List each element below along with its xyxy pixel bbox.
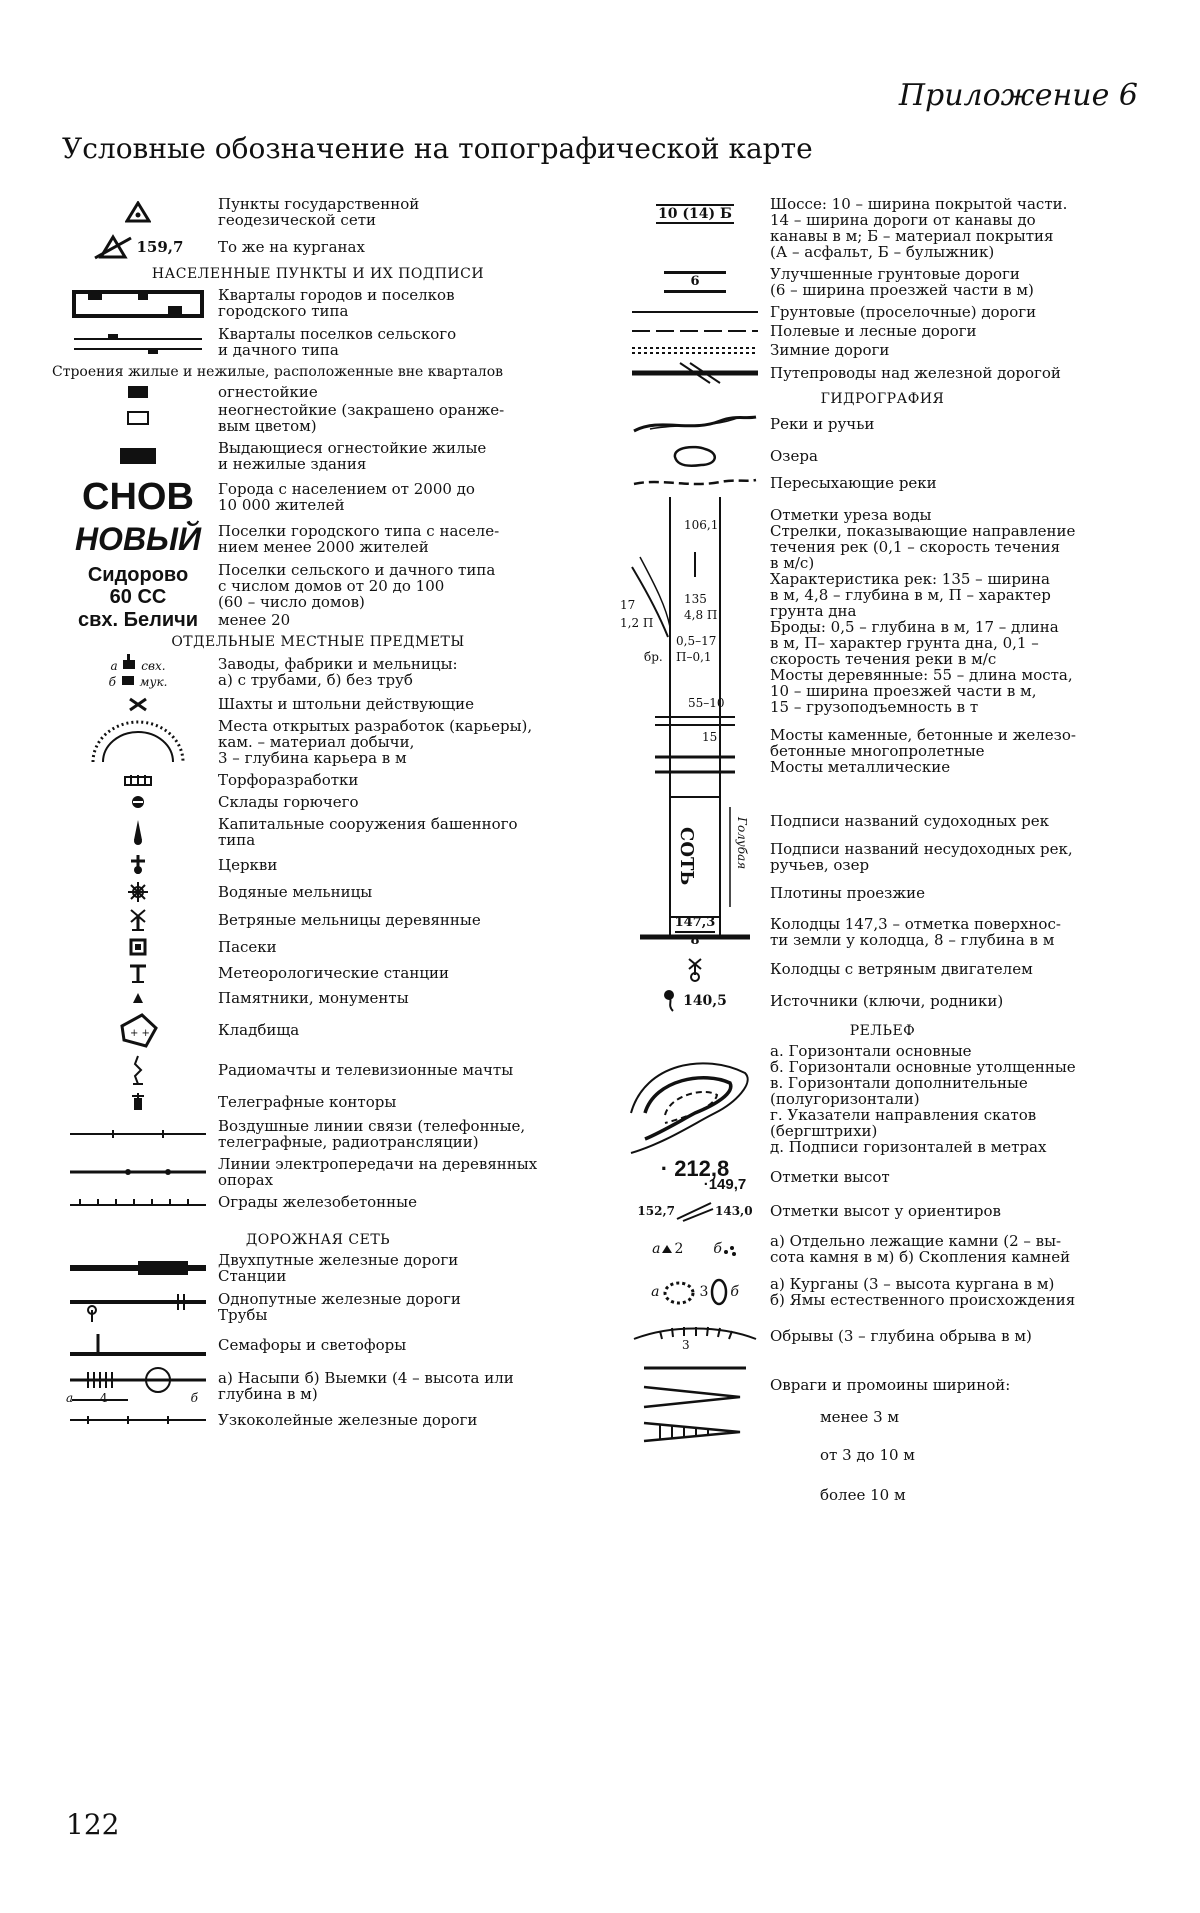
cemetery-icon <box>58 1012 218 1048</box>
legend-row <box>58 882 578 902</box>
page-number: 122 <box>66 1808 120 1841</box>
section-heading: ОТДЕЛЬНЫЕ МЕСТНЫЕ ПРЕДМЕТЫ <box>171 634 465 650</box>
legend-row <box>58 1194 578 1210</box>
legend-label: Источники (ключи, родники) <box>770 992 1004 1010</box>
legend-row <box>58 478 578 516</box>
legend-label: Водяные мельницы <box>218 883 373 901</box>
legend-row <box>58 1412 578 1428</box>
stones-icon <box>620 1241 770 1257</box>
legend-label: Грунтовые (проселочные) дороги <box>770 303 1037 321</box>
triangle-icon <box>58 201 218 223</box>
legend-label: Кладбища <box>218 1021 300 1039</box>
legend-row <box>58 908 578 932</box>
legend-label: Мосты металлические <box>770 758 951 776</box>
hydro-value: 15 <box>702 730 718 744</box>
legend-label: Подписи названий судоходных рек <box>770 812 1050 830</box>
legend-label: Мосты деревянные: 55 – длина моста, 10 – ширина проезжей части в м, 15 – грузоподъемность в т <box>770 666 1073 716</box>
church-icon <box>58 854 218 876</box>
embank-label-b: б <box>190 1391 198 1405</box>
legend-label: менее 20 <box>218 611 291 629</box>
mound-triangle-icon <box>58 234 218 260</box>
legend-row <box>620 342 1145 358</box>
legend-row <box>58 1054 578 1086</box>
legend-row <box>58 234 578 260</box>
legend-row <box>58 384 578 400</box>
landmark-value-1: 152,7 <box>637 1204 675 1218</box>
legend-label: Зимние дороги <box>770 341 890 359</box>
legend-label: Отметки высот <box>770 1168 890 1186</box>
hydro-diagram <box>620 497 770 901</box>
legend-label: Пересыхающие реки <box>770 474 937 492</box>
city-sample: СНОВ <box>82 476 194 518</box>
legend-label: То же на курганах <box>218 238 365 256</box>
hydro-value: 0,5–17 <box>676 634 717 648</box>
improved-code: 6 <box>664 271 725 293</box>
legend-label: Города с населением от 2000 до 10 000 жителей <box>218 480 475 514</box>
legend-label: Торфоразработки <box>218 771 359 789</box>
dirt-road-icon <box>620 308 770 316</box>
telegraph-icon <box>58 1092 218 1112</box>
legend-label: Улучшенные грунтовые дороги (6 – ширина проезжей части в м) <box>770 265 1034 299</box>
hydro-value: 106,1 <box>684 518 719 532</box>
legend-row <box>620 361 1145 385</box>
meteo-station-icon <box>58 962 218 984</box>
fence-icon <box>58 1196 218 1208</box>
peat-icon <box>58 773 218 787</box>
lake-icon <box>620 443 770 469</box>
contour-lines-icon <box>620 1043 770 1163</box>
legend-label: а) Насыпи б) Выемки (4 – высота или глубина в м) <box>218 1369 514 1403</box>
legend-label: Подписи названий несудоходных рек, ручьев, озер <box>770 840 1073 874</box>
legend-label: Пасеки <box>218 938 277 956</box>
legend-label: Телеграфные конторы <box>218 1093 397 1111</box>
legend-row <box>58 938 578 956</box>
village-sample <box>58 564 218 608</box>
river-icon <box>620 411 770 437</box>
legend-row <box>58 962 578 984</box>
hamlet-sample: свх. Беличи <box>77 609 199 631</box>
mounds-value: 3 <box>699 1284 709 1300</box>
height-value-2: ·149,7 <box>703 1176 747 1193</box>
embank-label-a: а <box>66 1391 74 1405</box>
legend-label: а. Горизонтали основные б. Горизонтали основные утолщенные в. Горизонтали дополнительные (полугоризонтали) г. Указатели направления скатов (бергштрихи) д. Подписи горизонталей в метрах <box>770 1042 1076 1156</box>
legend-row <box>58 1330 578 1360</box>
tower-icon <box>58 818 218 846</box>
ravine-labels <box>770 1361 1145 1519</box>
legend-label: Обрывы (3 – глубина обрыва в м) <box>770 1327 1032 1345</box>
mounds-label-a: а <box>651 1284 660 1300</box>
drying-river-icon <box>620 476 770 490</box>
rural-block-icon <box>58 329 218 355</box>
hydro-block <box>620 497 1145 901</box>
legend-label: Кварталы поселков сельского и дачного типа <box>218 325 457 359</box>
legend-label: Характеристика рек: 135 – ширина в м, 4,8 – глубина в м, П – характер грунта дна <box>770 570 1051 620</box>
legend-row <box>620 266 1145 298</box>
legend-row <box>620 323 1145 339</box>
legend-row <box>58 816 578 848</box>
legend-label: а) Отдельно лежащие камни (2 – вы- сота камня в м) б) Скопления камней <box>770 1232 1071 1266</box>
large-block-icon <box>58 446 218 466</box>
comm-line-icon <box>58 1129 218 1139</box>
legend-label: Кварталы городов и поселков городского типа <box>218 286 455 320</box>
svg-text:+ +: + + <box>130 1028 150 1039</box>
legend-row <box>620 1043 1145 1163</box>
legend-label: Выдающиеся огнестойкие жилые и нежилые здания <box>218 439 487 473</box>
river-name-navigable: СОТЬ <box>676 827 697 886</box>
single-rail-icon <box>58 1290 218 1324</box>
legend-label: Заводы, фабрики и мельницы: а) с трубами, б) без труб <box>218 655 458 689</box>
legend-row <box>620 411 1145 437</box>
improved-road-icon <box>620 271 770 293</box>
hydro-value: 4,8 П <box>684 608 718 622</box>
wind-well-icon <box>620 955 770 983</box>
legend-label: Радиомачты и телевизионные мачты <box>218 1061 514 1079</box>
legend-row <box>620 304 1145 320</box>
legend-label: Шоссе: 10 – ширина покрытой части. 14 – ширина дороги от канавы до канавы в м; Б – материал покрытия (А – асфальт, Б – булыжник) <box>770 195 1068 261</box>
power-line-icon <box>58 1167 218 1177</box>
legend-label: более 10 м <box>820 1486 906 1504</box>
legend-label: Памятники, монументы <box>218 989 409 1007</box>
legend-label: Стрелки, показывающие направление течения рек (0,1 – скорость течения в м/с) <box>770 522 1076 572</box>
legend-row <box>620 1156 1145 1193</box>
legend-label: Колодцы с ветряным двигателем <box>770 960 1033 978</box>
legend-label: Ограды железобетонные <box>218 1193 417 1211</box>
village-name: Сидорово <box>87 564 189 586</box>
legend-row <box>58 1012 578 1048</box>
double-rail-icon <box>58 1260 218 1276</box>
mound-value: 159,7 <box>136 238 184 256</box>
legend-label: Склады горючего <box>218 793 359 811</box>
apiary-icon <box>58 938 218 956</box>
legend-row <box>58 1092 578 1112</box>
embankment-icon <box>58 1366 218 1406</box>
legend-row <box>58 654 578 690</box>
legend-label: Линии электропередачи на деревянных опорах <box>218 1155 538 1189</box>
legend-label: Полевые и лесные дороги <box>770 322 977 340</box>
hydro-value: 135 <box>684 592 707 606</box>
appendix-label: Приложение 6 <box>898 78 1138 113</box>
legend-label: Колодцы 147,3 – отметка поверхнос- ти земли у колодца, 8 – глубина в м <box>770 915 1061 949</box>
legend-label: менее 3 м <box>820 1408 900 1426</box>
legend-label: от 3 до 10 м <box>820 1446 915 1464</box>
legend-row <box>58 1366 578 1406</box>
legend-row <box>58 562 578 610</box>
legend-label: Мосты каменные, бетонные и железо- бетонные многопролетные <box>770 726 1076 760</box>
hydro-value: 1,2 П <box>620 616 654 630</box>
mounds-icon <box>620 1275 770 1309</box>
town-sample: НОВЫЙ <box>74 521 202 557</box>
section-heading: ГИДРОГРАФИЯ <box>820 391 945 407</box>
well-value: 147,3 <box>675 915 716 933</box>
page-title: Условные обозначение на топографической карте <box>62 132 813 165</box>
fuel-depot-icon <box>58 794 218 810</box>
stones-label-a: а <box>652 1241 661 1257</box>
legend-label: Реки и ручьи <box>770 415 875 433</box>
city-block-icon <box>58 286 218 320</box>
right-column <box>620 196 1145 1525</box>
legend-label: Озера <box>770 447 818 465</box>
legend-label: Церкви <box>218 856 278 874</box>
landmark-height-icon <box>620 1199 770 1223</box>
legend-row <box>620 989 1145 1013</box>
narrow-gauge-icon <box>58 1415 218 1425</box>
cliff-value: 3 <box>682 1338 690 1352</box>
radio-mast-icon <box>58 1054 218 1086</box>
legend-row <box>58 196 578 228</box>
overpass-icon <box>620 361 770 385</box>
legend-label: Путепроводы над железной дорогой <box>770 364 1061 382</box>
legend-row <box>58 326 578 358</box>
legend-row <box>620 196 1145 260</box>
quarry-icon <box>58 718 218 766</box>
hydro-value: бр. <box>644 650 663 664</box>
legend-label: Поселки городского типа с населе- нием менее 2000 жителей <box>218 522 500 556</box>
factory-abbr-b: мук. <box>139 675 168 689</box>
legend-row <box>620 1199 1145 1223</box>
landmark-value-2: 143,0 <box>715 1204 753 1218</box>
field-road-icon <box>620 327 770 335</box>
legend-row <box>58 794 578 810</box>
watermill-icon <box>58 882 218 902</box>
legend-row <box>58 1156 578 1188</box>
height-value: · 212,8 <box>660 1156 730 1181</box>
legend-label: Двухпутные железные дороги Станции <box>218 1251 459 1285</box>
stones-label-b: б <box>713 1241 722 1257</box>
filled-square-icon <box>58 385 218 399</box>
highway-icon <box>620 196 770 224</box>
spring-icon <box>620 989 770 1013</box>
legend-label: Ветряные мельницы деревянные <box>218 911 481 929</box>
semaphore-icon <box>58 1330 218 1360</box>
legend-label: Поселки сельского и дачного типа с числом домов от 20 до 100 (60 – число домов) <box>218 561 496 611</box>
hydro-value: 17 <box>620 598 636 612</box>
legend-row <box>620 1275 1145 1309</box>
mine-icon <box>58 696 218 712</box>
well-depth: 8 <box>690 933 700 948</box>
legend-label: Семафоры и светофоры <box>218 1336 407 1354</box>
legend-row <box>58 609 578 631</box>
hydro-value: П–0,1 <box>676 650 712 664</box>
legend-label: огнестойкие <box>218 383 318 401</box>
village-count: 60 СС <box>109 586 167 608</box>
windmill-icon <box>58 908 218 932</box>
legend-label: Пункты государственной геодезической сети <box>218 195 420 229</box>
legend-label: Отметки высот у ориентиров <box>770 1202 1001 1220</box>
legend-row <box>620 1319 1145 1353</box>
legend-label: Места открытых разработок (карьеры), кам. – материал добычи, 3 – глубина карьера в м <box>218 717 533 767</box>
legend-label: неогнестойкие (закрашено оранже- вым цветом) <box>218 401 505 435</box>
factory-label-b: б <box>108 675 116 689</box>
ravine-icons <box>620 1361 770 1445</box>
section-heading: РЕЛЬЕФ <box>849 1023 916 1039</box>
legend-row <box>620 955 1145 983</box>
legend-label: а) Курганы (3 – высота кургана в м) б) Ямы естественного происхождения <box>770 1275 1076 1309</box>
winter-road-icon <box>620 345 770 355</box>
section-heading: ДОРОЖНАЯ СЕТЬ <box>245 1232 391 1248</box>
legend-row <box>58 1252 578 1284</box>
mounds-label-b: б <box>730 1284 739 1300</box>
legend-row <box>58 522 578 556</box>
legend-label: Капитальные сооружения башенного типа <box>218 815 518 849</box>
embank-value: 4 <box>100 1391 108 1405</box>
legend-row <box>620 475 1145 491</box>
left-column <box>52 195 578 1434</box>
factory-label-a: а <box>110 659 118 673</box>
factory-icon <box>58 654 218 690</box>
legend-row <box>58 718 578 766</box>
cliff-icon <box>620 1319 770 1353</box>
hydro-value: 55–10 <box>688 696 725 710</box>
legend-row <box>58 696 578 712</box>
legend-label: Воздушные линии связи (телефонные, телеграфные, радиотрансляции) <box>218 1117 526 1151</box>
legend-row <box>58 1118 578 1150</box>
legend-label: Метеорологические станции <box>218 964 449 982</box>
factory-abbr-a: свх. <box>141 659 166 673</box>
legend-row <box>58 440 578 472</box>
legend-label: Броды: 0,5 – глубина в м, 17 – длина в м, П– характер грунта дна, 0,1 – скорость течения реки в м/с <box>770 618 1059 668</box>
section-heading: НАСЕЛЕННЫЕ ПУНКТЫ И ИХ ПОДПИСИ <box>151 266 485 282</box>
legend-label: Однопутные железные дороги Трубы <box>218 1290 461 1324</box>
legend-row <box>58 286 578 320</box>
spring-value: 140,5 <box>683 993 727 1009</box>
legend-label: Плотины проезжие <box>770 884 926 902</box>
legend-row <box>58 402 578 434</box>
legend-label: Отметки уреза воды <box>770 506 932 524</box>
legend-row <box>58 772 578 788</box>
legend-row <box>58 990 578 1006</box>
highway-code: 10 (14) Б <box>658 206 732 222</box>
legend-label: Овраги и промоины шириной: <box>770 1376 1011 1394</box>
legend-row <box>620 443 1145 469</box>
river-name-nonnavigable: Голубая <box>735 817 749 870</box>
legend-row <box>620 1233 1145 1265</box>
empty-square-icon <box>58 411 218 425</box>
monument-icon <box>58 991 218 1005</box>
height-mark-sample <box>620 1156 770 1193</box>
buildings-note: Строения жилые и нежилые, расположенные вне кварталов <box>52 364 504 380</box>
legend-row <box>620 1361 1145 1519</box>
legend-row <box>58 854 578 876</box>
legend-row <box>58 1290 578 1324</box>
stones-value: 2 <box>674 1241 684 1257</box>
legend-label: Узкоколейные железные дороги <box>218 1411 478 1429</box>
hydro-labels <box>770 497 1145 901</box>
legend-label: Шахты и штольни действующие <box>218 695 474 713</box>
